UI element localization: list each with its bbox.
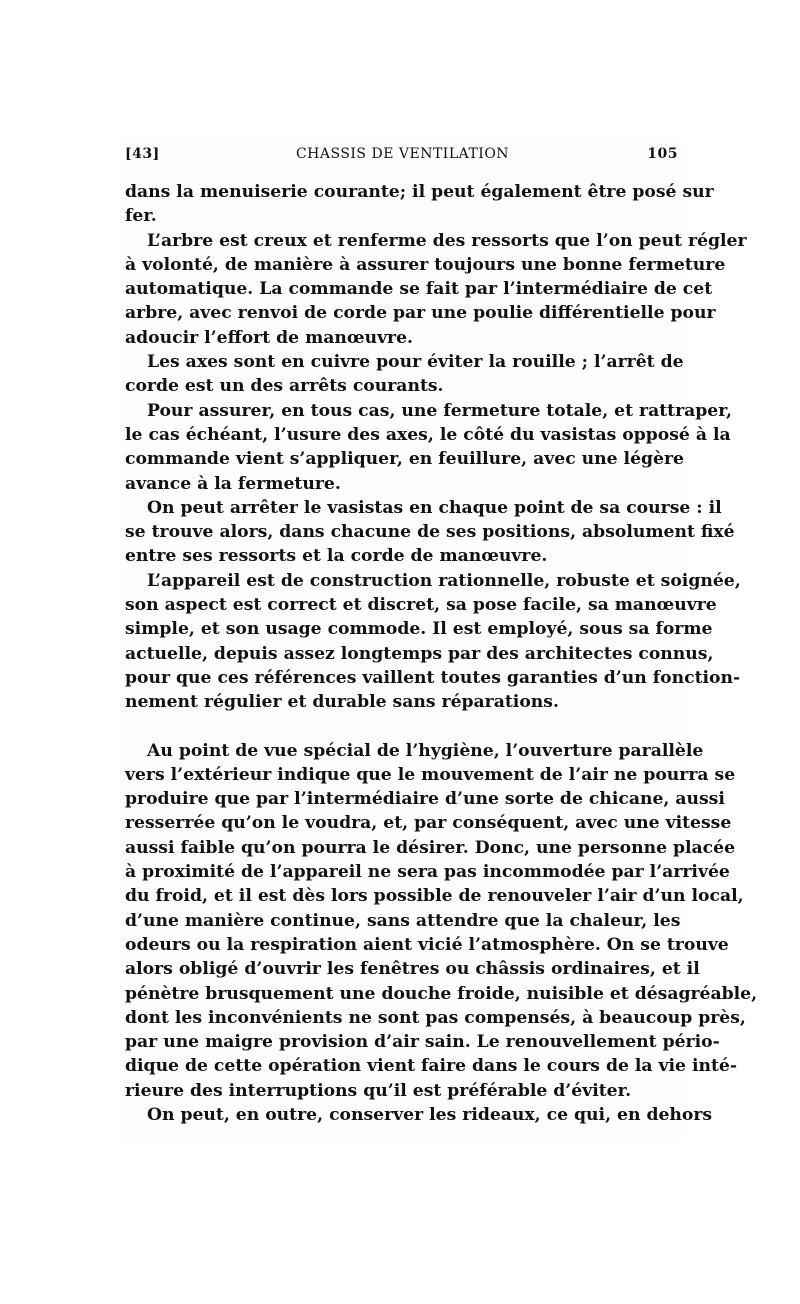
text-line: Au point de vue spécial de l’hygiène, l’ouverture parallèle xyxy=(147,740,704,761)
text-line: avance à la fermeture. xyxy=(125,473,341,494)
text-line: dans la menuiserie courante; il peut également être posé sur xyxy=(125,182,714,202)
text-line: entre ses ressorts et la corde de manœuvre. xyxy=(125,546,548,567)
running-header xyxy=(125,146,680,168)
text-line: commande vient s’appliquer, en feuillure, avec une légère xyxy=(125,449,684,470)
text-line: automatique. La commande se fait par l’intermédiaire de cet xyxy=(125,279,713,300)
text-line: alors obligé d’ouvrir les fenêtres ou châssis ordinaires, et il xyxy=(125,959,700,980)
paragraph xyxy=(125,180,714,229)
text-line: pénètre brusquement une douche froide, nuisible et désagréable, xyxy=(125,983,758,1004)
text-line: L’arbre est creux et renferme des ressorts que l’on peut régler xyxy=(147,230,747,251)
text-line: odeurs ou la respiration aient vicié l’atmosphère. On se trouve xyxy=(125,934,729,955)
text-line: son aspect est correct et discret, sa pose facile, sa manœuvre xyxy=(125,595,717,616)
body-text xyxy=(125,180,758,1127)
text-line: rieure des interruptions qu’il est préférable d’éviter. xyxy=(125,1080,632,1101)
text-line: adoucir l’effort de manœuvre. xyxy=(125,327,414,348)
text-line: dique de cette opération vient faire dans le cours de la vie inté- xyxy=(125,1056,737,1077)
text-line: à proximité de l’appareil ne sera pas incommodée par l’arrivée xyxy=(125,862,730,883)
text-line: fer. xyxy=(125,206,157,227)
text-line: On peut arrêter le vasistas en chaque point de sa course : il xyxy=(147,497,722,518)
text-line: nement régulier et durable sans réparations. xyxy=(125,692,559,713)
text-line: arbre, avec renvoi de corde par une poulie différentielle pour xyxy=(125,303,716,324)
text-line: simple, et son usage commode. Il est employé, sous sa forme xyxy=(125,619,713,640)
paragraph xyxy=(125,399,733,496)
text-line: à volonté, de manière à assurer toujours une bonne fermeture xyxy=(125,254,726,275)
page-reference: [43] xyxy=(125,146,160,162)
paragraph xyxy=(125,229,747,350)
paragraph xyxy=(125,496,735,569)
text-line: L’appareil est de construction rationnelle, robuste et soignée, xyxy=(147,570,741,591)
text-line: pour que ces références vaillent toutes garanties d’un fonction- xyxy=(125,667,741,688)
text-line: aussi faible qu’on pourra le désirer. Donc, une personne placée xyxy=(125,837,736,858)
text-line: Les axes sont en cuivre pour éviter la rouille ; l’arrêt de xyxy=(147,352,684,373)
text-line: le cas échéant, l’usure des axes, le côté du vasistas opposé à la xyxy=(125,424,731,445)
running-title: CHASSIS DE VENTILATION xyxy=(295,146,510,162)
text-line: vers l’extérieur indique que le mouvement de l’air ne pourra se xyxy=(125,764,736,785)
text-line: corde est un des arrêts courants. xyxy=(125,376,444,397)
section-gap xyxy=(125,715,680,739)
paragraph xyxy=(125,739,758,1103)
text-line: resserrée qu’on le voudra, et, par conséquent, avec une vitesse xyxy=(125,813,732,834)
text-line: se trouve alors, dans chacune de ses positions, absolument fixé xyxy=(125,522,735,543)
text-line: dont les inconvénients ne sont pas compensés, à beaucoup près, xyxy=(125,1007,746,1028)
text-line: Pour assurer, en tous cas, une fermeture totale, et rattraper, xyxy=(147,400,733,421)
text-line: d’une manière continue, sans attendre que la chaleur, les xyxy=(125,910,681,931)
text-line: du froid, et il est dès lors possible de renouveler l’air d’un local, xyxy=(125,886,744,907)
text-line: On peut, en outre, conserver les rideaux, ce qui, en dehors xyxy=(147,1104,713,1125)
page-number: 105 xyxy=(647,146,678,162)
text-line: par une maigre provision d’air sain. Le renouvellement pério- xyxy=(125,1032,720,1053)
text-line: actuelle, depuis assez longtemps par des architectes connus, xyxy=(125,643,714,664)
paragraph xyxy=(125,1103,713,1127)
paragraph xyxy=(125,350,684,399)
text-line: produire que par l’intermédiaire d’une sorte de chicane, aussi xyxy=(125,789,725,810)
paragraph xyxy=(125,569,741,715)
